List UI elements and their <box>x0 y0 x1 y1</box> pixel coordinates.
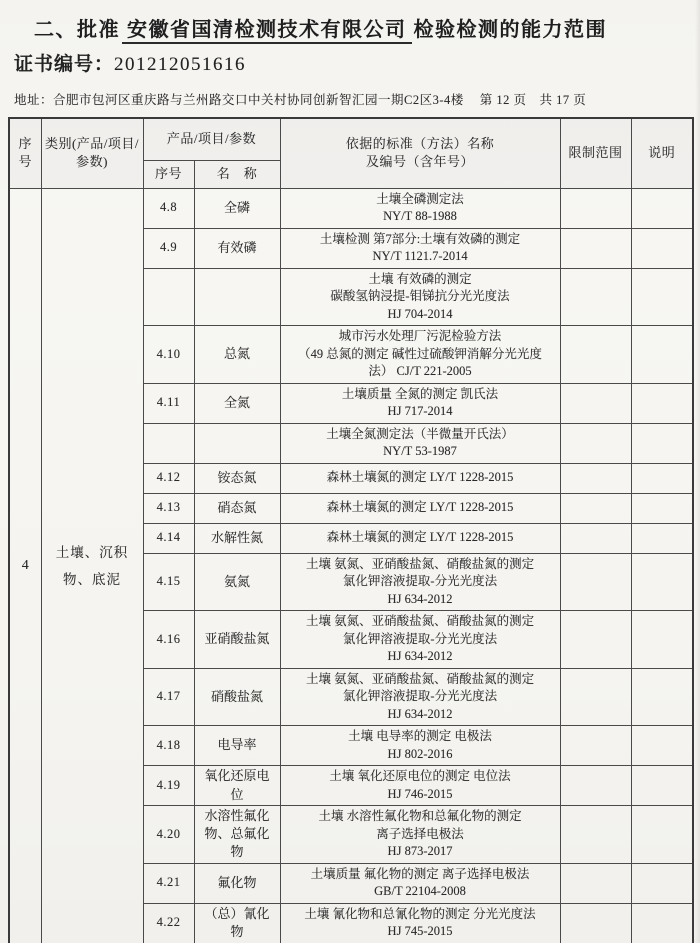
col-header-name: 名 称 <box>194 160 280 188</box>
table-row <box>9 188 693 228</box>
capability-table <box>8 117 694 943</box>
row-limit-cell <box>560 611 631 669</box>
row-standard-cell <box>280 668 560 726</box>
row-seq-cell: 4.19 <box>143 766 194 806</box>
row-limit-cell <box>560 228 631 268</box>
standard-line: 森林土壤氮的测定 LY/T 1228-2015 <box>326 530 514 545</box>
row-name-cell: 铵态氮 <box>194 463 280 493</box>
row-standard-cell <box>280 611 560 669</box>
row-note-cell <box>631 766 693 806</box>
row-standard-cell <box>280 463 560 493</box>
standard-line: 森林土壤氮的测定 LY/T 1228-2015 <box>326 500 514 515</box>
row-standard-cell <box>280 806 560 864</box>
address-line <box>14 92 700 109</box>
standard-line: HJ 634-2012 <box>387 649 453 663</box>
row-name-cell: 全磷 <box>194 188 280 228</box>
row-seq-cell: 4.17 <box>143 668 194 726</box>
row-note-cell <box>631 493 693 523</box>
row-limit-cell <box>560 326 631 384</box>
standard-line: 土壤 氧化还原电位的测定 电位法 <box>329 769 511 783</box>
row-seq-cell <box>143 268 194 326</box>
standard-line: 土壤 有效磷的测定 <box>368 271 472 286</box>
standard-line: 土壤 氨氮、亚硝酸盐氮、硝酸盐氮的测定 <box>305 614 535 628</box>
standard-line: HJ 745-2015 <box>387 924 453 938</box>
row-note-cell <box>631 611 693 669</box>
total-pages: 共 17 页 <box>539 93 587 107</box>
row-limit-cell <box>560 383 631 423</box>
text-line: 依据的标准（方法）名称 <box>345 136 495 152</box>
row-seq-cell <box>143 423 194 463</box>
standard-line: NY/T 53-1987 <box>383 444 457 458</box>
standard-line: 土壤质量 全氮的测定 凯氏法 <box>341 386 499 401</box>
document-title <box>0 0 700 44</box>
row-note-cell <box>631 268 693 326</box>
standard-line: 森林土壤氮的测定 LY/T 1228-2015 <box>326 470 514 485</box>
title-suffix: 检验检测的能力范围 <box>413 19 607 41</box>
row-note-cell <box>631 668 693 726</box>
row-limit-cell <box>560 268 631 326</box>
standard-line: 土壤 氨氮、亚硝酸盐氮、硝酸盐氮的测定 <box>305 556 535 571</box>
row-seq-cell: 4.10 <box>143 326 194 384</box>
col-header-note: 说明 <box>631 118 693 188</box>
standard-line: 氯化钾溶液提取-分光光度法 <box>342 631 498 646</box>
row-seq-cell: 4.22 <box>143 903 194 943</box>
row-name-cell: 全氮 <box>194 383 280 423</box>
row-seq-cell: 4.12 <box>143 463 194 493</box>
standard-line: 土壤 氰化物和总氰化物的测定 分光光度法 <box>304 906 536 921</box>
row-note-cell <box>631 228 693 268</box>
col-header-limit: 限制范围 <box>560 118 631 188</box>
standard-line: 土壤检测 第7部分:土壤有效磷的测定 <box>319 231 521 246</box>
row-limit-cell <box>560 903 631 943</box>
row-standard-cell <box>280 423 560 463</box>
company-name: 安徽省国清检测技术有限公司 <box>122 19 412 44</box>
row-note-cell <box>631 726 693 766</box>
standard-line: 土壤 氨氮、亚硝酸盐氮、硝酸盐氮的测定 <box>305 671 535 686</box>
row-note-cell <box>631 523 693 553</box>
standard-line: 土壤 水溶性氟化物和总氟化物的测定 <box>318 809 522 823</box>
col-header-seq: 序号 <box>9 118 41 188</box>
row-limit-cell <box>560 463 631 493</box>
standard-line: HJ 704-2014 <box>387 306 453 321</box>
row-seq-cell: 4.14 <box>143 523 194 553</box>
certificate-number: 201212051616 <box>114 54 247 75</box>
table-header <box>9 118 693 188</box>
row-limit-cell <box>560 766 631 806</box>
row-seq-cell: 4.13 <box>143 493 194 523</box>
row-note-cell <box>631 553 693 611</box>
row-standard-cell <box>280 383 560 423</box>
row-seq-cell: 4.21 <box>143 863 194 903</box>
row-limit-cell <box>560 726 631 766</box>
row-seq-cell: 4.18 <box>143 726 194 766</box>
standard-line: NY/T 1121.7-2014 <box>372 249 468 263</box>
certificate-label: 证书编号： <box>14 54 115 75</box>
standard-line: HJ 873-2017 <box>387 844 453 858</box>
standard-line: HJ 746-2015 <box>387 786 453 801</box>
row-name-cell: 氨氮 <box>194 553 280 611</box>
row-name-cell: 水解性氮 <box>194 523 280 553</box>
category-label-cell: 土壤、沉积物、底泥 <box>41 188 143 943</box>
standard-line: 氯化钾溶液提取-分光光度法 <box>342 689 498 703</box>
standard-line: 氯化钾溶液提取-分光光度法 <box>342 574 498 588</box>
table-body <box>9 188 693 943</box>
row-limit-cell <box>560 863 631 903</box>
standard-line: 土壤 电导率的测定 电极法 <box>348 729 492 743</box>
row-standard-cell <box>280 228 560 268</box>
standard-line: 离子选择电极法 <box>376 826 464 841</box>
row-note-cell <box>631 463 693 493</box>
row-note-cell <box>631 383 693 423</box>
row-note-cell <box>631 188 693 228</box>
row-standard-cell <box>280 523 560 553</box>
row-standard-cell <box>280 326 560 384</box>
standard-line: 城市污水处理厂污泥检验方法 <box>338 329 502 343</box>
row-limit-cell <box>560 188 631 228</box>
standard-line: NY/T 88-1988 <box>383 209 457 223</box>
certificate-line <box>14 52 700 78</box>
row-name-cell: 亚硝酸盐氮 <box>194 611 280 669</box>
row-name-cell: 氟化物 <box>194 863 280 903</box>
row-limit-cell <box>560 806 631 864</box>
row-seq-cell: 4.20 <box>143 806 194 864</box>
category-seq-cell: 4 <box>9 188 41 943</box>
row-name-cell: 硝态氮 <box>194 493 280 523</box>
standard-line: HJ 634-2012 <box>387 706 453 721</box>
standard-line: 土壤全磷测定法 <box>376 191 464 206</box>
row-name-cell: 氧化还原电位 <box>194 766 280 806</box>
standard-line: HJ 802-2016 <box>387 746 453 761</box>
text-line: 及编号（含年号） <box>366 154 475 170</box>
col-header-category: 类别(产品/项目/参数) <box>41 118 143 188</box>
row-name-cell: 水溶性氟化物、总氟化物 <box>194 806 280 864</box>
row-standard-cell <box>280 863 560 903</box>
row-seq-cell: 4.9 <box>143 228 194 268</box>
title-prefix: 二、批准 <box>34 19 120 41</box>
row-name-cell: 总氮 <box>194 326 280 384</box>
standard-line: （49 总氮的测定 碱性过硫酸钾消解分光光度法） CJ/T 221-2005 <box>298 346 542 378</box>
row-limit-cell <box>560 423 631 463</box>
row-name-cell <box>194 268 280 326</box>
row-standard-cell <box>280 766 560 806</box>
row-limit-cell <box>560 493 631 523</box>
row-name-cell: 硝酸盐氮 <box>194 668 280 726</box>
row-name-cell <box>194 423 280 463</box>
address-label: 地址： <box>14 93 54 107</box>
row-note-cell <box>631 903 693 943</box>
standard-line: 碳酸氢钠浸提-钼锑抗分光光度法 <box>330 289 510 303</box>
row-seq-cell: 4.11 <box>143 383 194 423</box>
row-seq-cell: 4.15 <box>143 553 194 611</box>
row-note-cell <box>631 806 693 864</box>
col-header-sub-seq: 序号 <box>143 160 194 188</box>
row-standard-cell <box>280 268 560 326</box>
row-standard-cell <box>280 493 560 523</box>
col-header-product-group: 产品/项目/参数 <box>143 118 280 160</box>
row-standard-cell <box>280 903 560 943</box>
standard-line: GB/T 22104-2008 <box>374 884 466 898</box>
header-row-1 <box>9 118 693 160</box>
row-seq-cell: 4.8 <box>143 188 194 228</box>
col-header-standard <box>280 118 560 188</box>
row-limit-cell <box>560 553 631 611</box>
standard-line: 土壤全氮测定法（半微量开氏法） <box>326 426 514 441</box>
address-value: 合肥市包河区重庆路与兰州路交口中关村协同创新智汇园一期C2区3-4楼 <box>53 93 464 107</box>
row-name-cell: 有效磷 <box>194 228 280 268</box>
row-standard-cell <box>280 188 560 228</box>
row-note-cell <box>631 326 693 384</box>
row-name-cell: 电导率 <box>194 726 280 766</box>
standard-line: HJ 717-2014 <box>387 404 453 418</box>
row-note-cell <box>631 863 693 903</box>
row-limit-cell <box>560 523 631 553</box>
row-standard-cell <box>280 726 560 766</box>
row-name-cell: （总）氰化物 <box>194 903 280 943</box>
row-seq-cell: 4.16 <box>143 611 194 669</box>
row-note-cell <box>631 423 693 463</box>
row-limit-cell <box>560 668 631 726</box>
standard-line: HJ 634-2012 <box>387 591 453 606</box>
standard-line: 土壤质量 氟化物的测定 离子选择电极法 <box>310 866 530 881</box>
page-number: 第 12 页 <box>479 93 527 107</box>
row-standard-cell <box>280 553 560 611</box>
